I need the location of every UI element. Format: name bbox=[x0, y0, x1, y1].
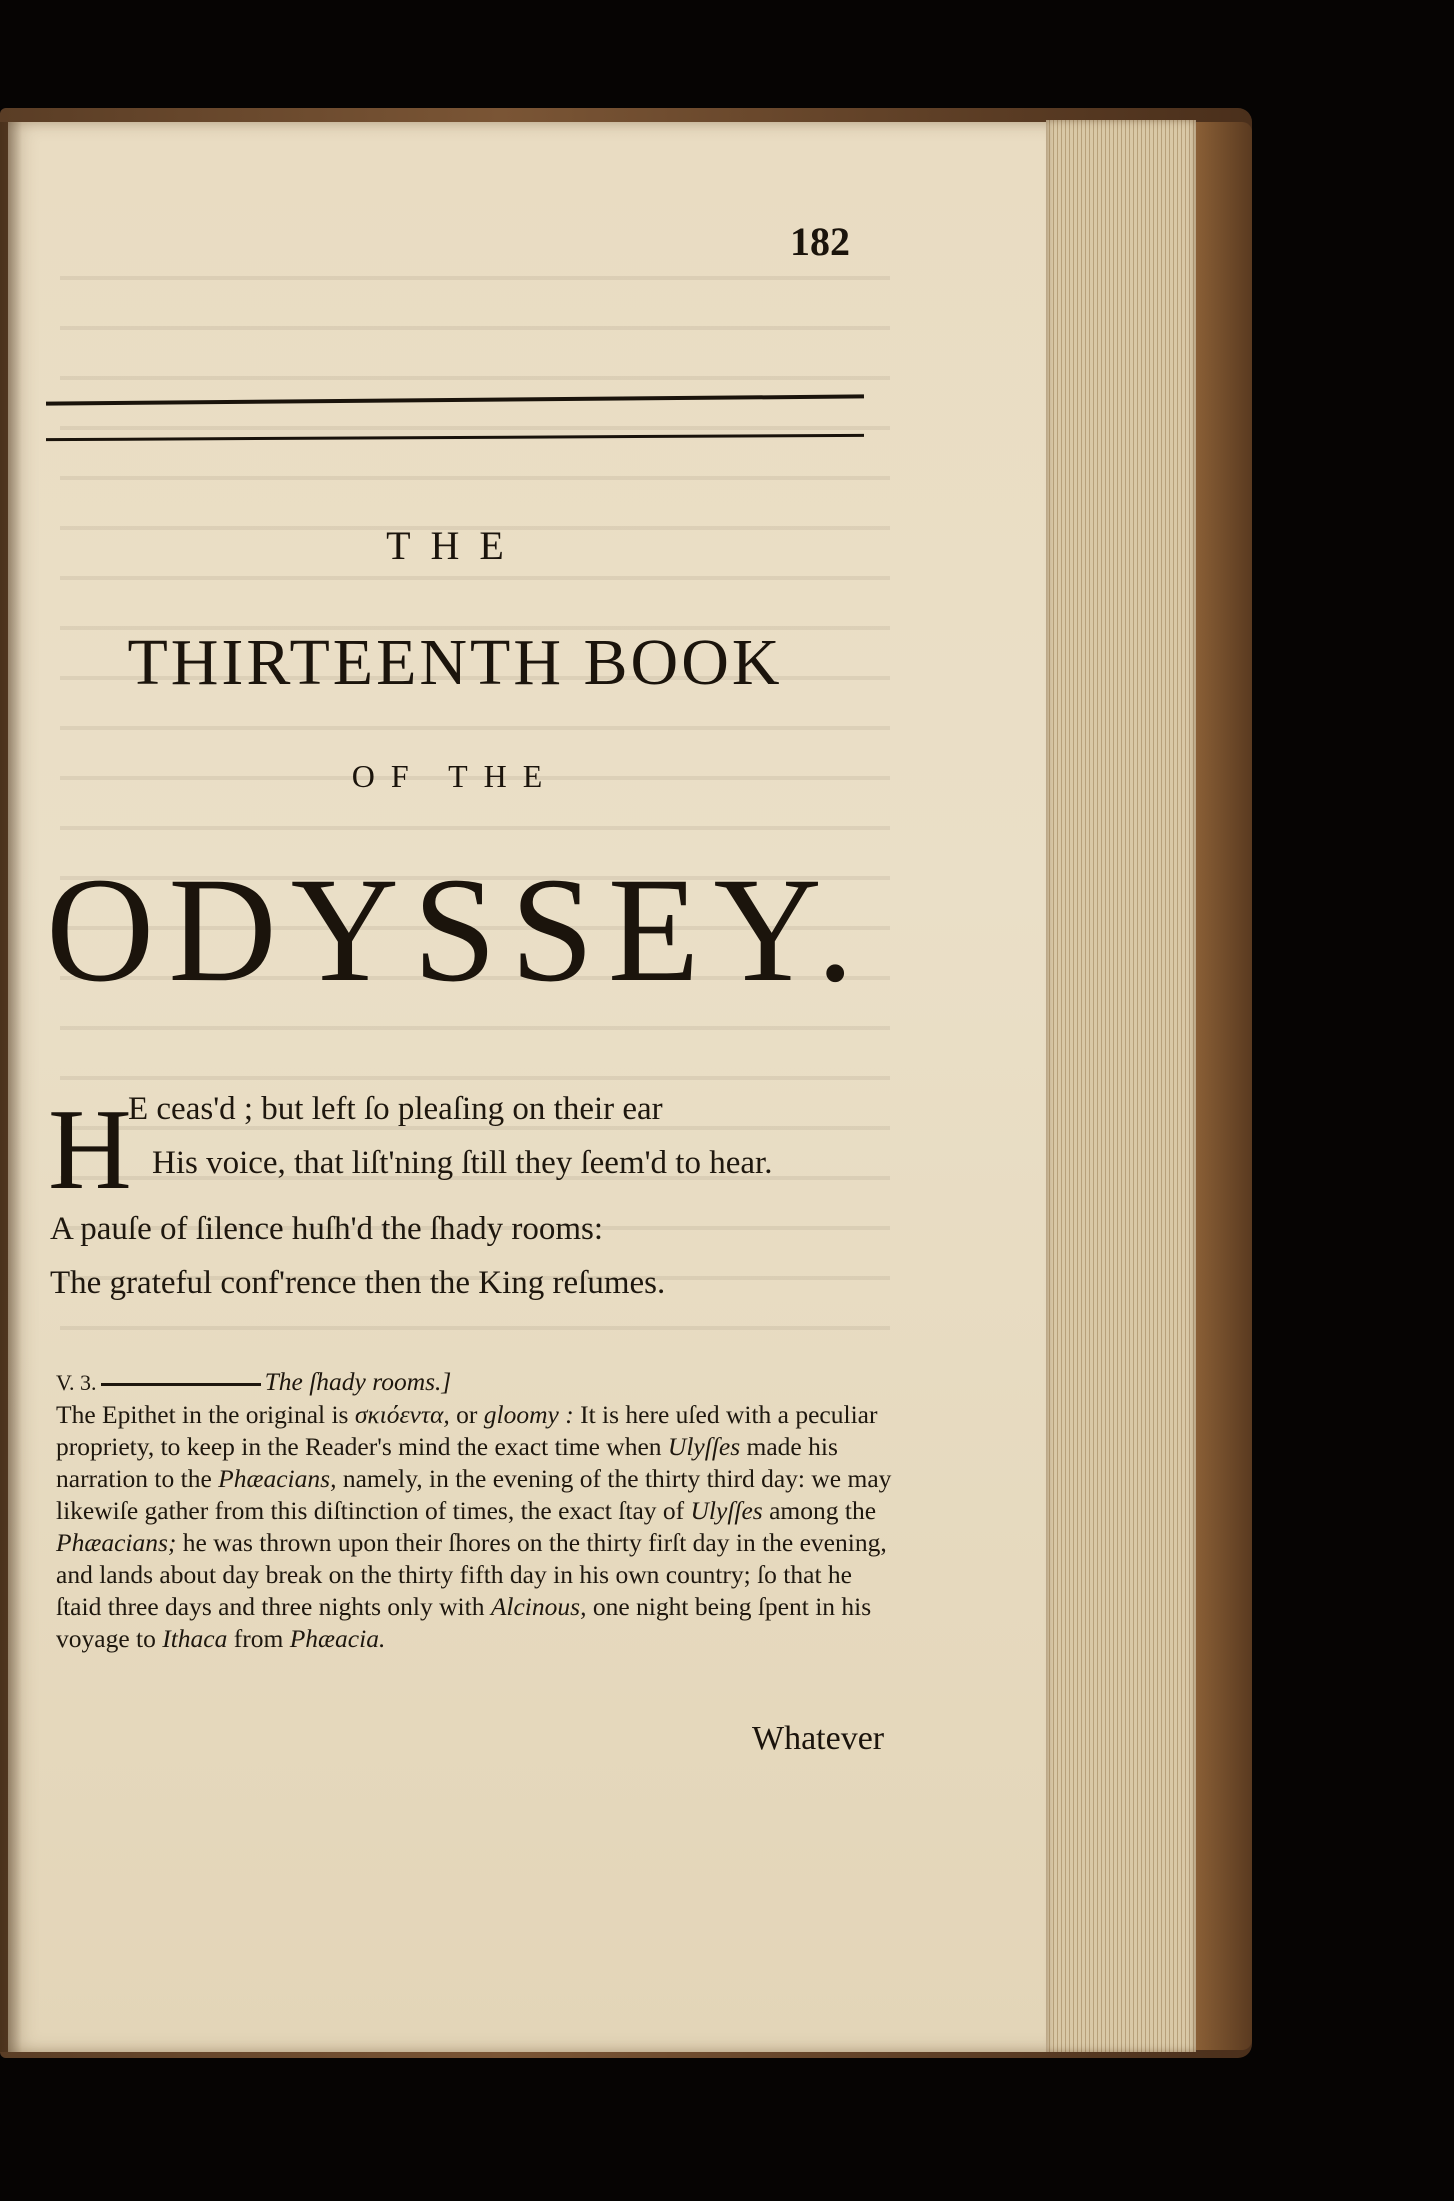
verse-line: E ceas'd ; but left ſo pleaſing on their ear bbox=[128, 1091, 663, 1127]
title-the: THE bbox=[386, 523, 524, 568]
page-number: 182 bbox=[790, 219, 850, 264]
title-thirteenth-book: THIRTEENTH BOOK bbox=[127, 626, 783, 699]
footnote-text: It is here uſed with a peculiar propriety, to keep in the Reader's mind the exact time when bbox=[56, 1400, 878, 1461]
catchword: Whatever bbox=[752, 1720, 885, 1757]
verse-line: His voice, that liſt'ning ſtill they ſeem'd to hear. bbox=[152, 1145, 773, 1181]
footnote-text: among the bbox=[762, 1496, 877, 1525]
page-edges bbox=[1046, 120, 1196, 2052]
title-of-the: OF THE bbox=[351, 758, 559, 794]
footnote-name: Ulyſſes bbox=[667, 1432, 741, 1461]
title-odyssey: ODYSSEY. bbox=[46, 847, 868, 1013]
footnote-name: Ithaca bbox=[162, 1624, 228, 1653]
footnote-text: from bbox=[227, 1624, 290, 1653]
footnote-text: made his narration to the bbox=[56, 1432, 838, 1493]
footnote-text: one night being ſpent in his voyage to bbox=[56, 1592, 872, 1653]
footnote-name: Phæacians, bbox=[218, 1464, 337, 1493]
footnote-name: Phæacia. bbox=[289, 1624, 386, 1653]
verse-line: A pauſe of ſilence huſh'd the ſhady rooms: bbox=[50, 1211, 604, 1247]
footnote-text: or bbox=[449, 1400, 484, 1429]
footnote-text: The Epithet in the original is bbox=[56, 1400, 355, 1429]
footnote-ref: V. 3. bbox=[56, 1370, 97, 1395]
gutter-shadow bbox=[0, 122, 22, 2052]
footnote-name: Ulyſſes bbox=[690, 1496, 763, 1525]
verse-line: The grateful conf'rence then the King reſumes. bbox=[50, 1265, 666, 1301]
cover-edge bbox=[1196, 122, 1252, 2050]
footnote-dash bbox=[101, 1383, 261, 1386]
footnote-text: he was thrown upon their ſhores on the thirty firſt day in the evening, and lands about day break on the thirty fifth day in his own country; ſo that he ſtaid three days and three nights only with bbox=[56, 1528, 887, 1621]
drop-cap: H bbox=[48, 1086, 132, 1214]
footnote-name: Phæacians; bbox=[56, 1528, 177, 1557]
footnote-name: Alcinous, bbox=[490, 1592, 587, 1621]
footnote bbox=[56, 1366, 894, 1655]
footnote-text: namely, in the evening of the thirty third day: we may likewiſe gather from this diſtinction of times, the exact ſtay of bbox=[56, 1464, 892, 1525]
footnote-lemma: The ſhady rooms.] bbox=[264, 1367, 452, 1396]
footnote-gloomy: gloomy : bbox=[483, 1400, 574, 1429]
footnote-greek: σκιόεντα, bbox=[354, 1400, 450, 1429]
